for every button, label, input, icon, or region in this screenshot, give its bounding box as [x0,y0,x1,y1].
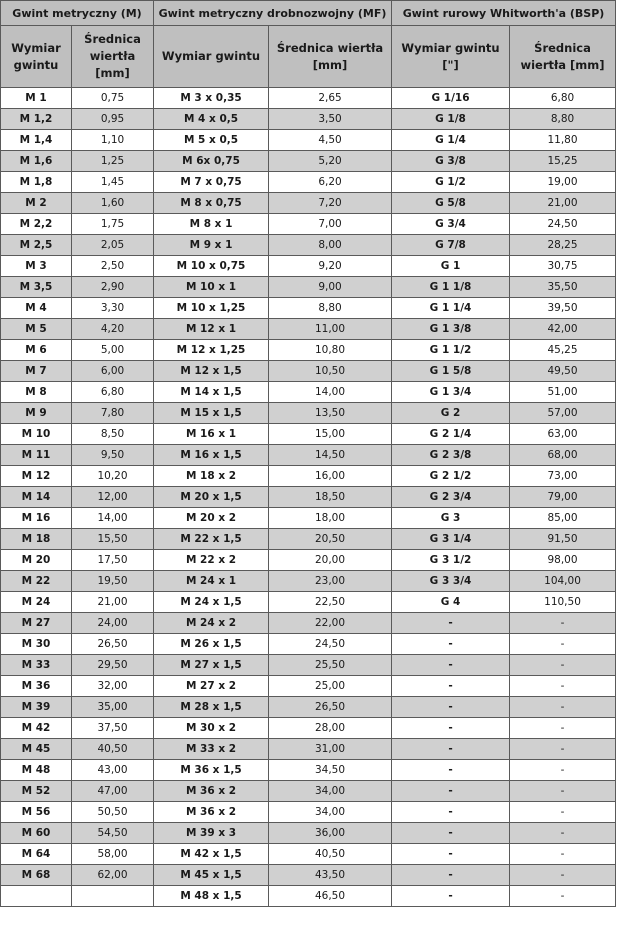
mf-size-cell: M 45 x 1,5 [154,865,269,886]
mf-size-cell: M 48 x 1,5 [154,886,269,907]
mf-drill-cell: 25,50 [269,655,392,676]
bsp-size-cell: - [392,865,510,886]
mf-drill-cell: 8,00 [269,235,392,256]
m-drill-cell: 1,60 [72,193,154,214]
table-row [1,508,616,529]
column-header-mf-drill: Średnica wiertła [mm] [269,26,392,88]
group-header-bsp: Gwint rurowy Whitworth'a (BSP) [392,1,616,26]
mf-size-cell: M 18 x 2 [154,466,269,487]
mf-size-cell: M 15 x 1,5 [154,403,269,424]
m-drill-cell: 21,00 [72,592,154,613]
bsp-size-cell: - [392,886,510,907]
bsp-drill-cell: - [510,655,616,676]
m-drill-cell [72,886,154,907]
table-row [1,298,616,319]
m-size-cell: M 1,2 [1,109,72,130]
bsp-size-cell: G 1 5/8 [392,361,510,382]
m-size-cell: M 60 [1,823,72,844]
mf-size-cell: M 12 x 1,25 [154,340,269,361]
bsp-size-cell: - [392,781,510,802]
bsp-drill-cell: - [510,613,616,634]
mf-drill-cell: 13,50 [269,403,392,424]
table-row [1,487,616,508]
m-size-cell: M 20 [1,550,72,571]
mf-drill-cell: 23,00 [269,571,392,592]
mf-drill-cell: 10,80 [269,340,392,361]
bsp-drill-cell: 8,80 [510,109,616,130]
table-row [1,214,616,235]
m-size-cell: M 2,2 [1,214,72,235]
mf-size-cell: M 26 x 1,5 [154,634,269,655]
bsp-size-cell: G 1/4 [392,130,510,151]
mf-drill-cell: 22,50 [269,592,392,613]
table-row [1,172,616,193]
bsp-size-cell: G 2 1/2 [392,466,510,487]
m-drill-cell: 47,00 [72,781,154,802]
mf-drill-cell: 14,50 [269,445,392,466]
bsp-drill-cell: - [510,886,616,907]
mf-drill-cell: 25,00 [269,676,392,697]
bsp-drill-cell: 42,00 [510,319,616,340]
column-header-m-drill: Średnica wiertła [mm] [72,26,154,88]
table-row [1,718,616,739]
bsp-drill-cell: - [510,697,616,718]
bsp-size-cell: G 2 3/4 [392,487,510,508]
bsp-drill-cell: 57,00 [510,403,616,424]
mf-size-cell: M 10 x 1 [154,277,269,298]
table-row [1,466,616,487]
mf-size-cell: M 36 x 1,5 [154,760,269,781]
bsp-size-cell: - [392,802,510,823]
mf-drill-cell: 10,50 [269,361,392,382]
column-header-mf-size: Wymiar gwintu [154,26,269,88]
bsp-drill-cell: 63,00 [510,424,616,445]
bsp-drill-cell: - [510,739,616,760]
table-row [1,403,616,424]
bsp-size-cell: G 7/8 [392,235,510,256]
table-row [1,256,616,277]
bsp-size-cell: G 1 1/4 [392,298,510,319]
bsp-drill-cell: 30,75 [510,256,616,277]
mf-size-cell: M 22 x 2 [154,550,269,571]
m-size-cell: M 1,4 [1,130,72,151]
bsp-drill-cell: 24,50 [510,214,616,235]
table-row [1,151,616,172]
bsp-drill-cell: 39,50 [510,298,616,319]
m-size-cell: M 1,8 [1,172,72,193]
table-row [1,340,616,361]
table-row [1,88,616,109]
mf-drill-cell: 18,50 [269,487,392,508]
mf-drill-cell: 14,00 [269,382,392,403]
bsp-drill-cell: 21,00 [510,193,616,214]
m-size-cell: M 2 [1,193,72,214]
m-drill-cell: 62,00 [72,865,154,886]
table-row [1,613,616,634]
table-row [1,823,616,844]
m-size-cell: M 1,6 [1,151,72,172]
m-size-cell: M 2,5 [1,235,72,256]
m-size-cell: M 10 [1,424,72,445]
mf-size-cell: M 20 x 1,5 [154,487,269,508]
bsp-drill-cell: 85,00 [510,508,616,529]
table-row [1,109,616,130]
table-row [1,634,616,655]
table-row [1,193,616,214]
m-size-cell: M 6 [1,340,72,361]
mf-size-cell: M 27 x 1,5 [154,655,269,676]
bsp-size-cell: G 3/8 [392,151,510,172]
m-drill-cell: 4,20 [72,319,154,340]
m-drill-cell: 43,00 [72,760,154,781]
m-size-cell: M 3 [1,256,72,277]
mf-size-cell: M 8 x 1 [154,214,269,235]
bsp-size-cell: G 1 1/2 [392,340,510,361]
table-row [1,739,616,760]
m-drill-cell: 35,00 [72,697,154,718]
table-row [1,550,616,571]
bsp-size-cell: G 4 [392,592,510,613]
mf-drill-cell: 4,50 [269,130,392,151]
m-drill-cell: 26,50 [72,634,154,655]
mf-size-cell: M 27 x 2 [154,676,269,697]
mf-drill-cell: 5,20 [269,151,392,172]
mf-drill-cell: 8,80 [269,298,392,319]
mf-size-cell: M 36 x 2 [154,802,269,823]
mf-size-cell: M 42 x 1,5 [154,844,269,865]
bsp-drill-cell: - [510,634,616,655]
bsp-size-cell: - [392,676,510,697]
m-drill-cell: 10,20 [72,466,154,487]
m-drill-cell: 14,00 [72,508,154,529]
bsp-drill-cell: - [510,718,616,739]
mf-size-cell: M 16 x 1,5 [154,445,269,466]
m-drill-cell: 37,50 [72,718,154,739]
column-header-bsp-size: Wymiar gwintu ["] [392,26,510,88]
bsp-drill-cell: 19,00 [510,172,616,193]
bsp-size-cell: - [392,823,510,844]
bsp-drill-cell: 91,50 [510,529,616,550]
mf-drill-cell: 36,00 [269,823,392,844]
mf-drill-cell: 20,00 [269,550,392,571]
m-size-cell: M 52 [1,781,72,802]
bsp-size-cell: - [392,760,510,781]
m-size-cell: M 42 [1,718,72,739]
bsp-drill-cell: 73,00 [510,466,616,487]
m-drill-cell: 54,50 [72,823,154,844]
bsp-drill-cell: 110,50 [510,592,616,613]
m-size-cell: M 9 [1,403,72,424]
m-drill-cell: 2,05 [72,235,154,256]
mf-drill-cell: 40,50 [269,844,392,865]
m-drill-cell: 29,50 [72,655,154,676]
mf-size-cell: M 12 x 1,5 [154,361,269,382]
mf-drill-cell: 2,65 [269,88,392,109]
mf-drill-cell: 20,50 [269,529,392,550]
bsp-size-cell: - [392,739,510,760]
bsp-size-cell: G 5/8 [392,193,510,214]
m-drill-cell: 12,00 [72,487,154,508]
bsp-size-cell: G 2 [392,403,510,424]
table-row [1,886,616,907]
m-size-cell: M 7 [1,361,72,382]
bsp-size-cell: G 3 3/4 [392,571,510,592]
bsp-size-cell: G 1/16 [392,88,510,109]
mf-size-cell: M 4 x 0,5 [154,109,269,130]
m-size-cell: M 18 [1,529,72,550]
table-row [1,592,616,613]
mf-drill-cell: 46,50 [269,886,392,907]
m-size-cell: M 8 [1,382,72,403]
mf-size-cell: M 5 x 0,5 [154,130,269,151]
mf-size-cell: M 7 x 0,75 [154,172,269,193]
mf-drill-cell: 26,50 [269,697,392,718]
m-drill-cell: 19,50 [72,571,154,592]
m-drill-cell: 3,30 [72,298,154,319]
mf-size-cell: M 14 x 1,5 [154,382,269,403]
m-size-cell: M 33 [1,655,72,676]
bsp-drill-cell: 6,80 [510,88,616,109]
bsp-size-cell: G 1/2 [392,172,510,193]
bsp-size-cell: G 3 1/4 [392,529,510,550]
bsp-size-cell: G 3 1/2 [392,550,510,571]
table-row [1,445,616,466]
mf-drill-cell: 24,50 [269,634,392,655]
group-header-metric-fine: Gwint metryczny drobnozwojny (MF) [154,1,392,26]
m-size-cell: M 27 [1,613,72,634]
mf-drill-cell: 34,50 [269,760,392,781]
mf-drill-cell: 15,00 [269,424,392,445]
mf-size-cell: M 8 x 0,75 [154,193,269,214]
m-size-cell: M 22 [1,571,72,592]
bsp-drill-cell: 98,00 [510,550,616,571]
table-row [1,865,616,886]
mf-drill-cell: 31,00 [269,739,392,760]
mf-drill-cell: 7,20 [269,193,392,214]
mf-size-cell: M 24 x 1,5 [154,592,269,613]
m-size-cell: M 16 [1,508,72,529]
m-drill-cell: 17,50 [72,550,154,571]
table-row [1,424,616,445]
column-header-bsp-drill: Średnica wiertła [mm] [510,26,616,88]
bsp-size-cell: G 2 1/4 [392,424,510,445]
mf-drill-cell: 9,00 [269,277,392,298]
mf-size-cell: M 10 x 0,75 [154,256,269,277]
m-size-cell: M 1 [1,88,72,109]
m-drill-cell: 32,00 [72,676,154,697]
table-row [1,781,616,802]
table-row [1,130,616,151]
mf-drill-cell: 7,00 [269,214,392,235]
table-row [1,676,616,697]
table-body [1,88,616,907]
bsp-size-cell: - [392,718,510,739]
bsp-drill-cell: 11,80 [510,130,616,151]
bsp-size-cell: - [392,634,510,655]
m-drill-cell: 6,80 [72,382,154,403]
mf-size-cell: M 20 x 2 [154,508,269,529]
m-size-cell: M 36 [1,676,72,697]
m-drill-cell: 8,50 [72,424,154,445]
mf-drill-cell: 9,20 [269,256,392,277]
mf-size-cell: M 9 x 1 [154,235,269,256]
m-drill-cell: 5,00 [72,340,154,361]
bsp-size-cell: G 1 [392,256,510,277]
table-row [1,655,616,676]
m-drill-cell: 6,00 [72,361,154,382]
m-size-cell: M 5 [1,319,72,340]
mf-size-cell: M 33 x 2 [154,739,269,760]
table-row [1,571,616,592]
table-row [1,277,616,298]
mf-drill-cell: 6,20 [269,172,392,193]
m-drill-cell: 2,90 [72,277,154,298]
bsp-drill-cell: - [510,781,616,802]
table-row [1,319,616,340]
table-row [1,760,616,781]
m-drill-cell: 40,50 [72,739,154,760]
mf-drill-cell: 3,50 [269,109,392,130]
bsp-drill-cell: - [510,865,616,886]
m-size-cell: M 12 [1,466,72,487]
bsp-drill-cell: 35,50 [510,277,616,298]
m-size-cell: M 14 [1,487,72,508]
bsp-size-cell: - [392,844,510,865]
bsp-drill-cell: 104,00 [510,571,616,592]
table-row [1,235,616,256]
bsp-drill-cell: 28,25 [510,235,616,256]
table-row [1,802,616,823]
mf-size-cell: M 24 x 1 [154,571,269,592]
bsp-drill-cell: - [510,844,616,865]
bsp-size-cell: G 1 1/8 [392,277,510,298]
m-size-cell: M 39 [1,697,72,718]
mf-drill-cell: 18,00 [269,508,392,529]
m-drill-cell: 9,50 [72,445,154,466]
bsp-drill-cell: 45,25 [510,340,616,361]
mf-size-cell: M 22 x 1,5 [154,529,269,550]
m-drill-cell: 0,75 [72,88,154,109]
bsp-size-cell: - [392,655,510,676]
mf-drill-cell: 28,00 [269,718,392,739]
mf-size-cell: M 30 x 2 [154,718,269,739]
mf-drill-cell: 43,50 [269,865,392,886]
bsp-size-cell: G 1/8 [392,109,510,130]
m-drill-cell: 0,95 [72,109,154,130]
m-drill-cell: 1,75 [72,214,154,235]
m-size-cell: M 45 [1,739,72,760]
group-header-metric: Gwint metryczny (M) [1,1,154,26]
mf-drill-cell: 34,00 [269,781,392,802]
bsp-drill-cell: 49,50 [510,361,616,382]
m-drill-cell: 1,25 [72,151,154,172]
m-drill-cell: 7,80 [72,403,154,424]
m-size-cell [1,886,72,907]
mf-size-cell: M 3 x 0,35 [154,88,269,109]
bsp-size-cell: G 3/4 [392,214,510,235]
table-row [1,697,616,718]
bsp-drill-cell: 79,00 [510,487,616,508]
mf-size-cell: M 24 x 2 [154,613,269,634]
table-row [1,529,616,550]
m-drill-cell: 1,45 [72,172,154,193]
m-size-cell: M 64 [1,844,72,865]
bsp-size-cell: - [392,613,510,634]
bsp-drill-cell: - [510,676,616,697]
bsp-drill-cell: 15,25 [510,151,616,172]
mf-drill-cell: 16,00 [269,466,392,487]
mf-size-cell: M 6x 0,75 [154,151,269,172]
m-size-cell: M 11 [1,445,72,466]
mf-drill-cell: 22,00 [269,613,392,634]
m-drill-cell: 1,10 [72,130,154,151]
mf-size-cell: M 16 x 1 [154,424,269,445]
mf-size-cell: M 10 x 1,25 [154,298,269,319]
m-drill-cell: 2,50 [72,256,154,277]
m-size-cell: M 3,5 [1,277,72,298]
m-drill-cell: 50,50 [72,802,154,823]
m-drill-cell: 24,00 [72,613,154,634]
bsp-drill-cell: - [510,802,616,823]
bsp-drill-cell: - [510,823,616,844]
m-size-cell: M 24 [1,592,72,613]
m-drill-cell: 58,00 [72,844,154,865]
column-header-m-size: Wymiar gwintu [1,26,72,88]
table-row [1,382,616,403]
bsp-size-cell: G 1 3/4 [392,382,510,403]
mf-drill-cell: 34,00 [269,802,392,823]
mf-drill-cell: 11,00 [269,319,392,340]
mf-size-cell: M 36 x 2 [154,781,269,802]
mf-size-cell: M 12 x 1 [154,319,269,340]
m-size-cell: M 56 [1,802,72,823]
table-row [1,361,616,382]
m-size-cell: M 4 [1,298,72,319]
m-size-cell: M 30 [1,634,72,655]
bsp-size-cell: G 2 3/8 [392,445,510,466]
bsp-drill-cell: - [510,760,616,781]
bsp-drill-cell: 68,00 [510,445,616,466]
mf-size-cell: M 28 x 1,5 [154,697,269,718]
mf-size-cell: M 39 x 3 [154,823,269,844]
table-row [1,844,616,865]
m-drill-cell: 15,50 [72,529,154,550]
bsp-drill-cell: 51,00 [510,382,616,403]
m-size-cell: M 48 [1,760,72,781]
m-size-cell: M 68 [1,865,72,886]
bsp-size-cell: - [392,697,510,718]
bsp-size-cell: G 1 3/8 [392,319,510,340]
bsp-size-cell: G 3 [392,508,510,529]
